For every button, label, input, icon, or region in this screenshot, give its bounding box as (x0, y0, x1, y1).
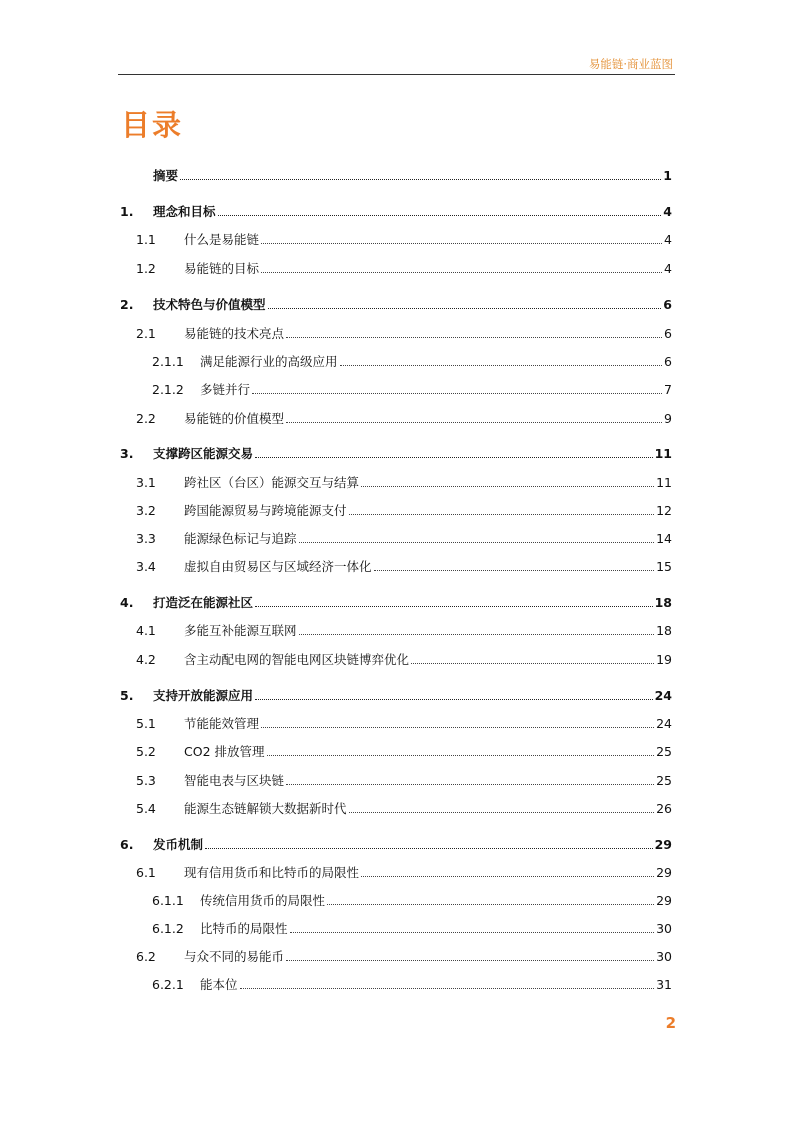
toc-entry-number: 4. (120, 595, 134, 610)
toc-entry-title: 传统信用货币的局限性 (200, 893, 326, 908)
dot-leader (267, 755, 655, 756)
toc-entry-page: 9 (664, 411, 672, 426)
toc-entry-title: 易能链的目标 (184, 261, 260, 276)
dot-leader (252, 393, 662, 394)
toc-entry-number: 3.2 (136, 503, 156, 518)
toc-entry-number: 2.2 (136, 411, 156, 426)
toc-entry[interactable] (120, 650, 672, 668)
toc-entry[interactable] (120, 557, 672, 575)
toc-entry[interactable] (120, 259, 672, 277)
toc-entry-page: 25 (656, 773, 672, 788)
toc-entry-title: 能源生态链解锁大数据新时代 (184, 801, 347, 816)
toc-entry-page: 24 (654, 688, 672, 703)
toc-entry[interactable] (120, 202, 672, 220)
toc-entry-number: 3. (120, 446, 134, 461)
dot-leader (261, 243, 662, 244)
dot-leader (180, 179, 661, 180)
toc-entry-page: 26 (656, 801, 672, 816)
toc-entry-page: 18 (656, 623, 672, 638)
dot-leader (286, 784, 654, 785)
dot-leader (205, 848, 653, 849)
toc-entry-title: 跨社区（台区）能源交互与结算 (184, 475, 360, 490)
dot-leader (255, 699, 653, 700)
toc-entry-title: 现有信用货币和比特币的局限性 (184, 865, 360, 880)
toc-entry-number: 2.1.1 (152, 354, 184, 369)
toc-entry[interactable] (120, 501, 672, 519)
toc-entry-page: 11 (656, 475, 672, 490)
toc-entry-page: 18 (654, 595, 672, 610)
dot-leader (349, 812, 655, 813)
toc-entry[interactable] (120, 295, 672, 313)
page-title: 目录 (121, 108, 184, 142)
toc-entry-title: 节能能效管理 (184, 716, 260, 731)
toc-entry[interactable] (120, 444, 672, 462)
toc-entry-page: 6 (663, 297, 672, 312)
toc-entry-title: 发币机制 (153, 837, 204, 852)
toc-entry-page: 6 (664, 326, 672, 341)
toc-entry-title: 智能电表与区块链 (184, 773, 285, 788)
dot-leader (286, 337, 662, 338)
toc-entry-page: 15 (656, 559, 672, 574)
toc-entry-title: 多链并行 (200, 382, 251, 397)
toc-entry-page: 6 (664, 354, 672, 369)
dot-leader (255, 457, 653, 458)
dot-leader (261, 727, 654, 728)
toc-entry-number: 1.2 (136, 261, 156, 276)
toc-entry[interactable] (120, 230, 672, 248)
toc-entry[interactable] (120, 975, 672, 993)
toc-entry[interactable] (120, 473, 672, 491)
toc-entry[interactable] (120, 686, 672, 704)
toc-entry[interactable] (120, 742, 672, 760)
toc-entry[interactable] (120, 863, 672, 881)
toc-entry-page: 30 (656, 921, 672, 936)
toc-entry-number: 4.2 (136, 652, 156, 667)
toc-entry-page: 29 (656, 893, 672, 908)
dot-leader (349, 514, 655, 515)
toc-entry[interactable] (120, 919, 672, 937)
dot-leader (361, 876, 654, 877)
toc-entry-page: 19 (656, 652, 672, 667)
toc-entry-number: 6.2.1 (152, 977, 184, 992)
toc-entry-page: 29 (654, 837, 672, 852)
toc-entry-title: 含主动配电网的智能电网区块链博弈优化 (184, 652, 410, 667)
dot-leader (286, 960, 654, 961)
toc-entry-number: 1. (120, 204, 134, 219)
dot-leader (268, 308, 662, 309)
toc-entry-title: 跨国能源贸易与跨境能源支付 (184, 503, 347, 518)
toc-entry-page: 30 (656, 949, 672, 964)
toc-entry-number: 2. (120, 297, 134, 312)
toc-entry[interactable] (120, 409, 672, 427)
toc-entry[interactable] (120, 166, 672, 184)
dot-leader (240, 988, 655, 989)
toc-entry[interactable] (120, 593, 672, 611)
toc-entry-title: 技术特色与价值模型 (153, 297, 266, 312)
dot-leader (299, 542, 655, 543)
toc-entry-title: 满足能源行业的高级应用 (200, 354, 338, 369)
toc-entry-title: 多能互补能源互联网 (184, 623, 297, 638)
toc-entry-title: 易能链的价值模型 (184, 411, 285, 426)
toc-entry-title: 支撑跨区能源交易 (153, 446, 254, 461)
toc-entry-title: 与众不同的易能币 (184, 949, 285, 964)
toc-entry-title: CO2 排放管理 (184, 744, 265, 759)
toc-entry-title: 能源绿色标记与追踪 (184, 531, 297, 546)
toc-entry[interactable] (120, 352, 672, 370)
toc-entry-number: 6.2 (136, 949, 156, 964)
toc-entry-page: 14 (656, 531, 672, 546)
toc-entry-page: 1 (663, 168, 672, 183)
dot-leader (299, 634, 655, 635)
dot-leader (286, 422, 662, 423)
dot-leader (218, 215, 662, 216)
toc-entry-number: 6.1 (136, 865, 156, 880)
toc-entry-title: 支持开放能源应用 (153, 688, 254, 703)
toc-entry-page: 24 (656, 716, 672, 731)
toc-entry-number: 2.1 (136, 326, 156, 341)
toc-entry-number: 5. (120, 688, 134, 703)
toc-entry-number: 5.2 (136, 744, 156, 759)
toc-entry-page: 4 (664, 261, 672, 276)
toc-entry-title: 什么是易能链 (184, 232, 260, 247)
toc-entry-number: 5.3 (136, 773, 156, 788)
toc-entry-page: 25 (656, 744, 672, 759)
toc-entry[interactable] (120, 891, 672, 909)
header-title: 易能链·商业蓝图 (588, 57, 673, 71)
toc-entry-number: 1.1 (136, 232, 156, 247)
toc-entry[interactable] (120, 947, 672, 965)
toc-entry-title: 能本位 (200, 977, 238, 992)
dot-leader (261, 272, 662, 273)
toc-entry[interactable] (120, 529, 672, 547)
toc-entry-number: 3.3 (136, 531, 156, 546)
dot-leader (327, 904, 654, 905)
toc-entry-title: 易能链的技术亮点 (184, 326, 285, 341)
toc-entry[interactable] (120, 835, 672, 853)
toc-entry-number: 3.1 (136, 475, 156, 490)
toc-entry-number: 5.1 (136, 716, 156, 731)
dot-leader (290, 932, 655, 933)
toc-entry-number: 2.1.2 (152, 382, 184, 397)
toc-entry[interactable] (120, 771, 672, 789)
toc-entry-title: 比特币的局限性 (200, 921, 288, 936)
toc-entry-page: 4 (663, 204, 672, 219)
toc-entry-title: 理念和目标 (153, 204, 216, 219)
toc-entry-title: 虚拟自由贸易区与区域经济一体化 (184, 559, 372, 574)
toc-entry-page: 31 (656, 977, 672, 992)
dot-leader (255, 606, 653, 607)
dot-leader (361, 486, 654, 487)
toc-entry-title: 摘要 (153, 168, 179, 183)
toc-entry-page: 7 (664, 382, 672, 397)
dot-leader (411, 663, 654, 664)
toc-entry-page: 12 (656, 503, 672, 518)
toc-entry[interactable] (120, 324, 672, 342)
dot-leader (374, 570, 655, 571)
toc-entry-number: 6.1.2 (152, 921, 184, 936)
toc-entry-page: 4 (664, 232, 672, 247)
toc-entry[interactable] (120, 799, 672, 817)
toc-entry-number: 6. (120, 837, 134, 852)
dot-leader (340, 365, 663, 366)
toc-entry-page: 11 (654, 446, 672, 461)
toc-entry-number: 5.4 (136, 801, 156, 816)
toc-entry-page: 29 (656, 865, 672, 880)
toc-entry[interactable] (120, 714, 672, 732)
toc-entry-number: 4.1 (136, 623, 156, 638)
toc-entry-number: 3.4 (136, 559, 156, 574)
toc-entry-title: 打造泛在能源社区 (153, 595, 254, 610)
toc-entry-number: 6.1.1 (152, 893, 184, 908)
page-number: 2 (665, 1014, 676, 1032)
toc-entry[interactable] (120, 380, 672, 398)
toc-entry[interactable] (120, 621, 672, 639)
